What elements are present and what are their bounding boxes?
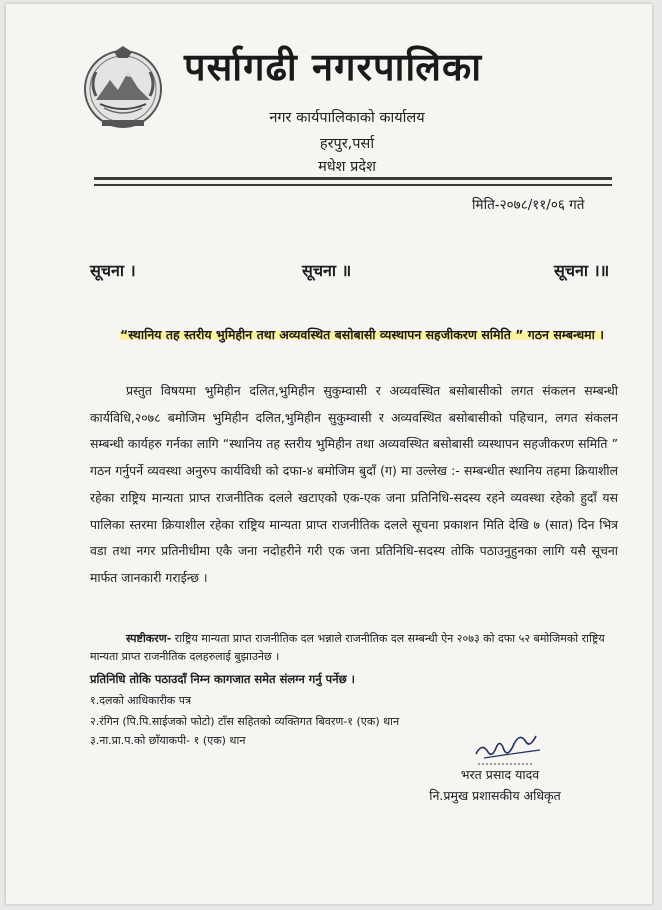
province-name: मधेश प्रदेश: [318, 159, 376, 175]
header-divider-thick: [94, 177, 612, 180]
signatory-name: भरत प्रसाद यादव: [460, 767, 540, 782]
office-name: नगर कार्यपालिकाको कार्यालय: [269, 110, 425, 126]
signatory-title: नि.प्रमुख प्रशासकीय अधिकृत: [429, 788, 561, 803]
handwritten-signature: [470, 724, 546, 766]
notice-heading-left: सूचना ।: [90, 261, 136, 280]
organization-title: पर्सागढी नगरपालिका: [184, 45, 483, 89]
clarification-note: [90, 630, 618, 666]
letter-date: मिति-२०७८/११/०६ गते: [472, 197, 585, 213]
nepal-emblem-logo: [80, 44, 166, 130]
header-divider-thin: [94, 184, 612, 186]
clarification-text: राष्ट्रिय मान्यता प्राप्त राजनीतिक दल भन्नाले राजनीतिक दल सम्बन्धी ऐन २०७३ को दफा ५२ बमोजिमको राष्ट्रिय मान्यता प्राप्त राजनीतिक दलहरुलाई बुझाउनेछ ।: [90, 632, 605, 663]
letter-page: [6, 4, 652, 904]
notice-heading-center: सूचना ॥: [302, 261, 352, 280]
documents-heading: प्रतिनिधि तोकि पठाउदाँ निम्न कागजात समेत संलग्न गर्नु पर्नेछ ।: [90, 672, 355, 686]
subject-line: [102, 322, 622, 347]
document-item: ३.ना.प्रा.प.को छाँयाकपी- १ (एक) थान: [90, 734, 246, 747]
document-item: १.दलको आधिकारीक पत्र: [90, 694, 192, 707]
body-paragraph: प्रस्तुत विषयमा भुमिहीन दलित,भुमिहीन सुकुम्वासी र अव्यवस्थित बसोबासीको लगत संकलन सम्बन्धी कार्यविधि,२०७८ बमोजिम भुमिहीन दलित,भुमिहीन सुकुम्वासी र अव्यवस्थित बसोबासीको पहिचान, लगत संकलन सम्बन्धी कार्यहरु गर्नका लागि “स्थानिय तह स्तरीय भुमिहीन तथा अव्यवस्थित बसोबासी व्यस्थापन सहजीकरण समिति ” गठन गर्नुपर्ने व्यवस्था अनुरुप कार्यविधी को दफा-४ बमोजिम बुदाँ (ग) मा उल्लेख :- सम्बन्धीत स्थानिय तहमा क्रियाशील रहेका राष्ट्रिय मान्यता प्राप्त राजनीतिक दलले खटाएको एक-एक जना प्रतिनिधि-सदस्य रहने व्यवस्था रहेको हुदाँ यस पालिका स्तरमा क्रियाशील रहेका राष्ट्रिय मान्यता प्राप्त राजनीतिक दलले सूचना प्रकाशन मिति देखि ७ (सात) दिन भित्र वडा तथा नगर प्रतिनीधीमा एकै जना नदोहरीने गरी एक जना प्रतिनिधि-सदस्य तोकि पठाउनुहुनका लागि यसै सूचना मार्फत जानकारी गराईन्छ ।: [90, 383, 618, 585]
office-location: हरपुर,पर्सा: [319, 136, 375, 152]
notice-heading-right: सूचना ।॥: [554, 261, 610, 280]
clarification-label: स्पष्टीकरण-: [126, 632, 172, 645]
document-item: २.रंगिन (पि.पि.साईजको फोटो) टाँस सहितको व्यक्तिगत बिवरण-१ (एक) थान: [90, 715, 400, 728]
subject-text: “स्थानिय तह स्तरीय भुमिहीन तथा अव्यवस्थित बसोबासी व्यस्थापन सहजीकरण समिति ” गठन सम्बन्धमा ।: [120, 327, 604, 342]
